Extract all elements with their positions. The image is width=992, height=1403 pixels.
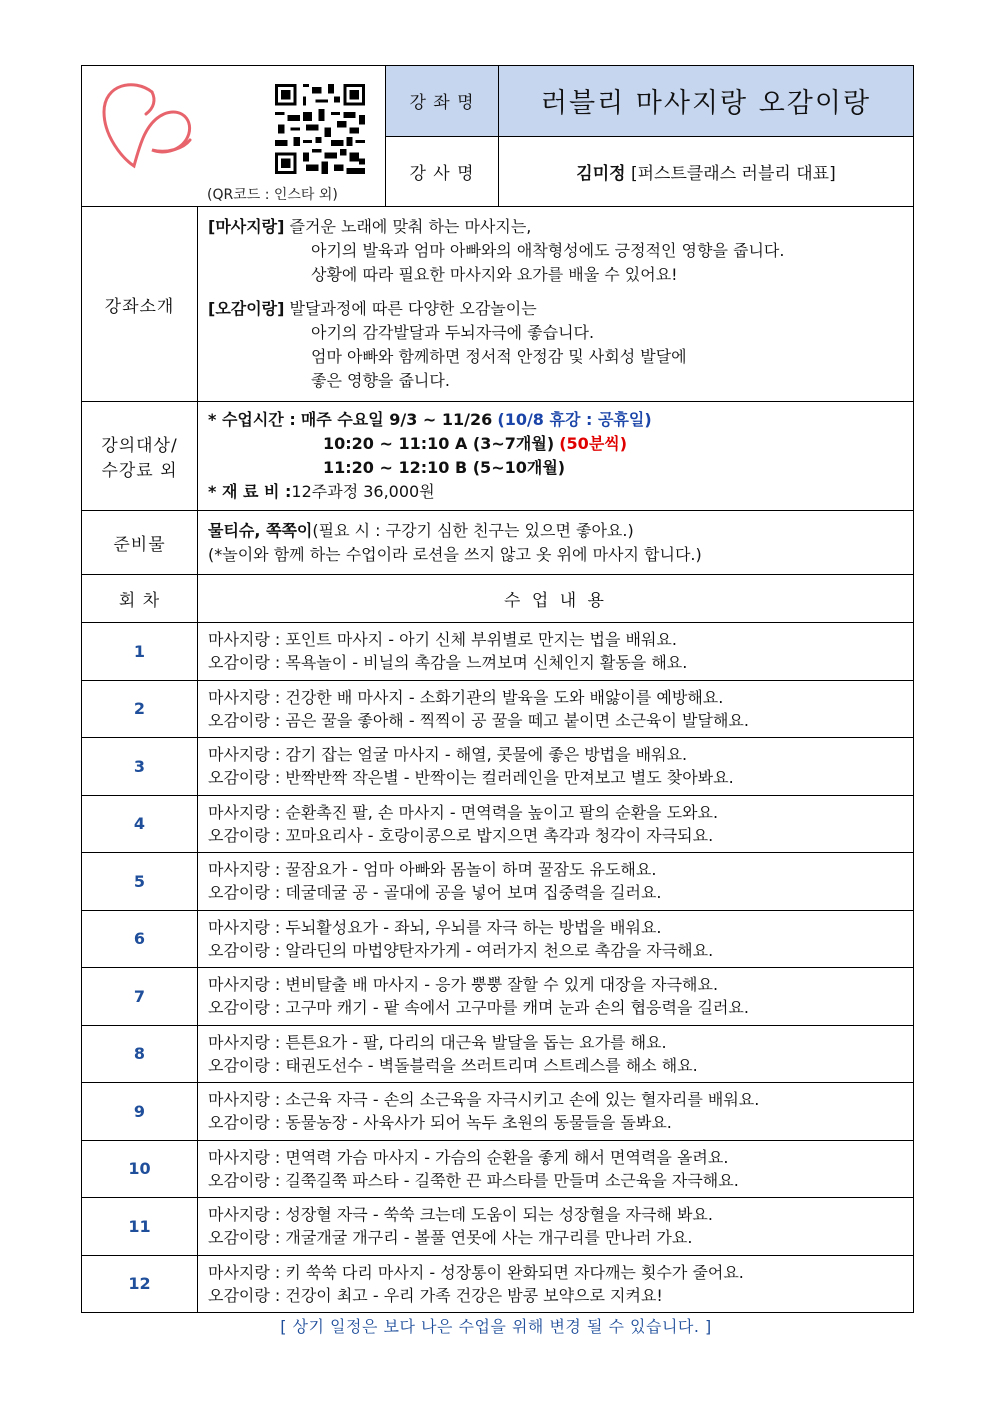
intro-content: [198, 207, 914, 402]
lesson-number: 10: [82, 1140, 198, 1198]
lesson-row: [82, 853, 914, 911]
instructor-title: [퍼스트클래스 러블리 대표]: [630, 163, 836, 184]
target-label: 강의대상/ 수강료 외: [82, 402, 198, 511]
lesson-number: 9: [82, 1083, 198, 1141]
lesson-row: [82, 738, 914, 796]
lesson-row: [82, 680, 914, 738]
fee-line: [208, 480, 903, 504]
lesson-row: [82, 623, 914, 681]
intro-massage-line-1: [마사지랑] 즐거운 노래에 맞춰 하는 마사지는,: [208, 217, 532, 236]
session-b: 11:20 ~ 12:10 B (5~10개월): [323, 458, 566, 477]
lesson-number: 1: [82, 623, 198, 681]
lesson-content: 마사지랑 : 감기 잡는 얼굴 마사지 - 해열, 콧물에 좋은 방법을 배워요. 오감이랑 : 반짝반짝 작은별 - 반짝이는 컬러레인을 만져보고 별도 찾아봐요.: [198, 738, 914, 796]
instructor-name: 김미정: [576, 163, 626, 184]
heart-logo: [94, 74, 204, 184]
lesson-content: 마사지랑 : 건강한 배 마사지 - 소화기관의 발육을 도와 배앓이를 예방해요. 오감이랑 : 곰은 꿀을 좋아해 - 찍찍이 공 꿀을 떼고 붙이면 소근육이 발달해요.: [198, 680, 914, 738]
lesson-content: 마사지랑 : 키 쑥쑥 다리 마사지 - 성장통이 완화되면 자다깨는 횟수가 줄어요. 오감이랑 : 건강이 최고 - 우리 가족 건강은 밤콩 보약으로 지켜요!: [198, 1255, 914, 1313]
supplies-line: [208, 519, 903, 543]
target-content: [198, 402, 914, 511]
lesson-content: 마사지랑 : 면역력 가슴 마사지 - 가슴의 순환을 좋게 해서 면역력을 올려요. 오감이랑 : 길쭉길쭉 파스타 - 길쭉한 끈 파스타를 만들며 소근육을 자극해요.: [198, 1140, 914, 1198]
intro-senses-line-1: [오감이랑] 발달과정에 따른 다양한 오감놀이는: [208, 299, 537, 318]
lesson-number: 7: [82, 968, 198, 1026]
supplies-note: (*놀이와 함께 하는 수업이라 로션을 쓰지 않고 옷 위에 마사지 합니다.): [208, 544, 702, 564]
session-a: 10:20 ~ 11:10 A (3~7개월): [323, 434, 555, 453]
schedule-change-notice: [ 상기 일정은 보다 나은 수업을 위해 변경 될 수 있습니다. ]: [280, 1317, 712, 1336]
lesson-row: [82, 795, 914, 853]
session-b-line: [208, 456, 903, 480]
lesson-content: 마사지랑 : 소근육 자극 - 손의 소근육을 자극시키고 손에 있는 혈자리를 배워요. 오감이랑 : 동물농장 - 사육사가 되어 녹두 초원의 동물들을 돌봐요.: [198, 1083, 914, 1141]
supplies-items-note: (필요 시 : 구강기 심한 친구는 있으면 좋아요.): [312, 520, 634, 540]
lesson-content: 마사지랑 : 꿀잠요가 - 엄마 아빠와 몸놀이 하며 꿀잠도 유도해요. 오감이랑 : 데굴데굴 공 - 골대에 공을 넣어 보며 집중력을 길러요.: [198, 853, 914, 911]
holiday-note: (10/8 휴강 : 공휴일): [497, 410, 652, 429]
lesson-row: [82, 968, 914, 1026]
lesson-row: [82, 1140, 914, 1198]
schedule-line: * 수업시간 : 매주 수요일 9/3 ~ 11/26 (10/8 휴강 : 공휴일): [208, 410, 652, 429]
course-label: 강 좌 명: [386, 66, 499, 137]
lesson-row: [82, 1025, 914, 1083]
lesson-content: 마사지랑 : 튼튼요가 - 팔, 다리의 대근육 발달을 돕는 요가를 해요. 오감이랑 : 태권도선수 - 벽돌블럭을 쓰러트리며 스트레스를 해소 해요.: [198, 1025, 914, 1083]
intro-massage-line-2: 아기의 발육과 엄마 아빠와의 애착형성에도 긍정적인 영향을 줍니다.: [311, 241, 785, 260]
fee-value: 12주과정 36,000원: [291, 482, 435, 501]
intro-senses-line-4: 좋은 영향을 줍니다.: [311, 371, 450, 390]
course-sheet: [81, 65, 914, 1313]
content-header: 수 업 내 용: [198, 575, 914, 623]
lesson-number: 12: [82, 1255, 198, 1313]
lesson-number: 2: [82, 680, 198, 738]
lesson-number: 11: [82, 1198, 198, 1256]
instructor-cell: [499, 136, 914, 207]
lesson-number: 4: [82, 795, 198, 853]
lesson-number: 5: [82, 853, 198, 911]
duration-note: (50분씩): [559, 434, 628, 453]
lesson-content: 마사지랑 : 포인트 마사지 - 아기 신체 부위별로 만지는 법을 배워요. 오감이랑 : 목욕놀이 - 비닐의 촉감을 느껴보며 신체인지 활동을 해요.: [198, 623, 914, 681]
lesson-content: 마사지랑 : 변비탈출 배 마사지 - 응가 뿡뿡 잘할 수 있게 대장을 자극해요. 오감이랑 : 고구마 캐기 - 팥 속에서 고구마를 캐며 눈과 손의 협응력을 길러요.: [198, 968, 914, 1026]
session-header: 회 차: [82, 575, 198, 623]
lesson-row: [82, 1255, 914, 1313]
lesson-content: 마사지랑 : 성장혈 자극 - 쑥쑥 크는데 도움이 되는 성장혈을 자극해 봐요. 오감이랑 : 개굴개굴 개구리 - 볼풀 연못에 사는 개구리를 만나러 가요.: [198, 1198, 914, 1256]
lesson-number: 8: [82, 1025, 198, 1083]
schedule: 매주 수요일 9/3 ~ 11/26: [300, 410, 493, 429]
instructor-label: 강 사 명: [386, 136, 499, 207]
lesson-number: 3: [82, 738, 198, 796]
lesson-content: 마사지랑 : 순환촉진 팔, 손 마사지 - 면역력을 높이고 팔의 순환을 도와요. 오감이랑 : 꼬마요리사 - 호랑이콩으로 밥지으면 촉각과 청각이 자극되요.: [198, 795, 914, 853]
lesson-row: [82, 1083, 914, 1141]
intro-label: 강좌소개: [82, 207, 198, 402]
intro-massage-line-3: 상황에 따라 필요한 마사지와 요가를 배울 수 있어요!: [311, 265, 678, 284]
fee-label: * 재 료 비 :: [208, 482, 292, 501]
course-title: 러블리 마사지랑 오감이랑: [499, 66, 914, 137]
supplies-items: 물티슈, 쪽쪽이: [208, 520, 313, 540]
supplies-content: [198, 511, 914, 575]
qr-code-icon: [275, 84, 365, 174]
qr-caption: (QR코드 : 인스타 외): [207, 187, 338, 203]
lesson-number: 6: [82, 910, 198, 968]
massage-tag: [마사지랑]: [208, 217, 285, 236]
session-a-line: [208, 432, 903, 456]
intro-senses-line-2: 아기의 감각발달과 두뇌자극에 좋습니다.: [311, 323, 595, 342]
supplies-label: 준비물: [82, 511, 198, 575]
lesson-content: 마사지랑 : 두뇌활성요가 - 좌뇌, 우뇌를 자극 하는 방법을 배워요. 오감이랑 : 알라딘의 마법양탄자가게 - 여러가지 천으로 촉감을 자극해요.: [198, 910, 914, 968]
logo-area: [82, 66, 386, 207]
senses-tag: [오감이랑]: [208, 299, 285, 318]
lesson-row: [82, 910, 914, 968]
intro-senses-line-3: 엄마 아빠와 함께하면 정서적 안정감 및 사회성 발달에: [311, 347, 687, 366]
lesson-row: [82, 1198, 914, 1256]
